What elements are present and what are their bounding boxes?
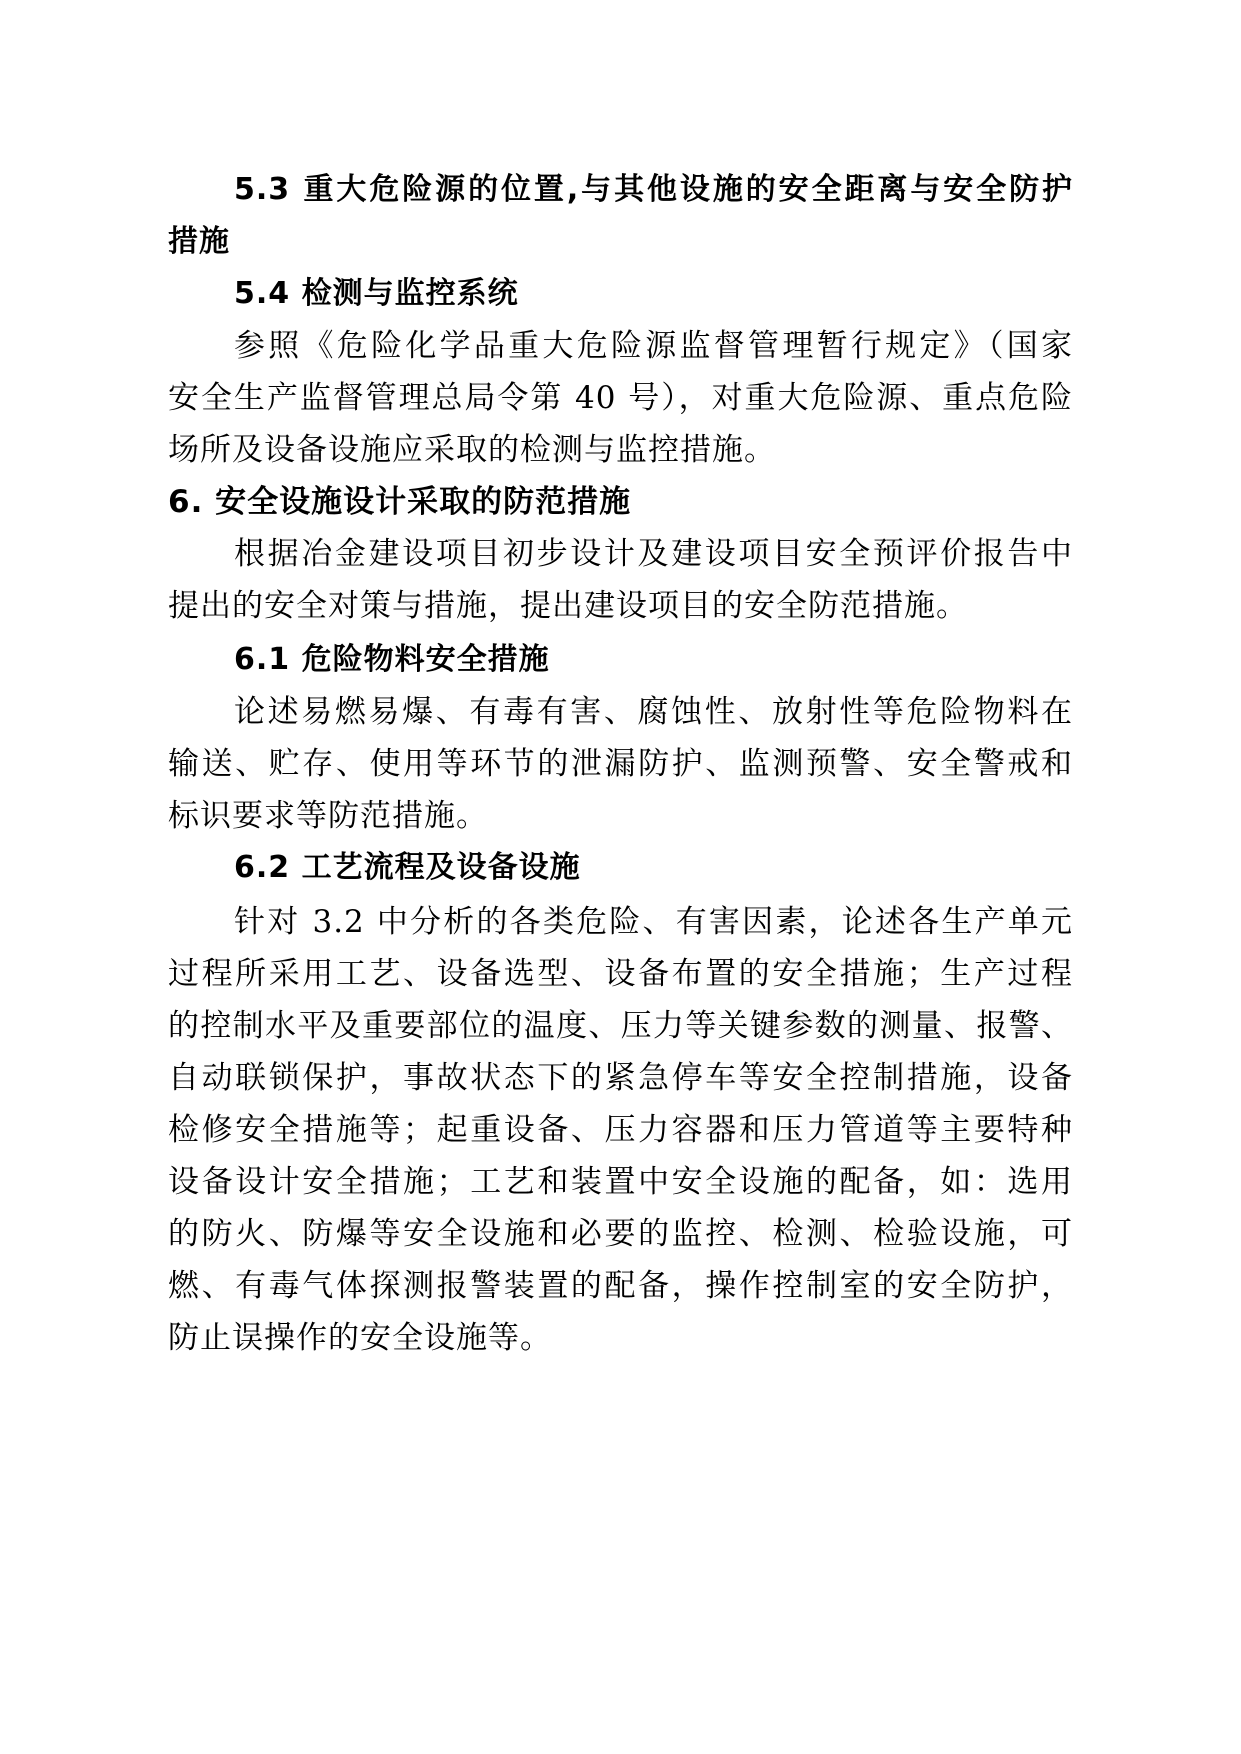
section-6-2-heading: 6.2 工艺流程及设备设施	[234, 850, 581, 885]
section-6-1-paragraph-line: 输送、贮存、使用等环节的泄漏防护、监测预警、安全警戒和	[168, 746, 1073, 782]
section-5-4-heading: 5.4 检测与监控系统	[234, 276, 519, 311]
section-5-3-heading-line-1: 5.3 重大危险源的位置,与其他设施的安全距离与安全防护	[234, 172, 1073, 207]
section-6-2-paragraph-line: 防止误操作的安全设施等。	[168, 1320, 552, 1356]
section-6-paragraph-line: 提出的安全对策与措施，提出建设项目的安全防范措施。	[168, 588, 968, 624]
section-6-2-paragraph-line: 针对 3.2 中分析的各类危险、有害因素，论述各生产单元	[234, 904, 1073, 940]
section-5-4-paragraph-line: 安全生产监督管理总局令第 40 号），对重大危险源、重点危险	[168, 380, 1073, 416]
section-6-1-heading: 6.1 危险物料安全措施	[234, 642, 550, 677]
section-6-1-paragraph-line: 论述易燃易爆、有毒有害、腐蚀性、放射性等危险物料在	[234, 694, 1073, 730]
section-5-4-paragraph-line: 场所及设备设施应采取的检测与监控措施。	[168, 432, 776, 468]
section-6-1-paragraph-line: 标识要求等防范措施。	[168, 798, 488, 834]
section-6-paragraph-line: 根据冶金建设项目初步设计及建设项目安全预评价报告中	[234, 536, 1073, 572]
section-6-2-paragraph-line: 自动联锁保护，事故状态下的紧急停车等安全控制措施，设备	[168, 1060, 1073, 1096]
section-5-4-paragraph-line: 参照《危险化学品重大危险源监督管理暂行规定》（国家	[234, 328, 1073, 364]
section-6-2-paragraph-line: 检修安全措施等；起重设备、压力容器和压力管道等主要特种	[168, 1112, 1073, 1148]
section-6-2-paragraph-line: 的控制水平及重要部位的温度、压力等关键参数的测量、报警、	[168, 1008, 1073, 1044]
section-6-2-paragraph-line: 过程所采用工艺、设备选型、设备布置的安全措施；生产过程	[168, 956, 1073, 992]
section-5-3-heading-line-2: 措施	[168, 224, 230, 259]
section-6-2-paragraph-line: 的防火、防爆等安全设施和必要的监控、检测、检验设施，可	[168, 1216, 1073, 1252]
section-6-2-paragraph-line: 燃、有毒气体探测报警装置的配备，操作控制室的安全防护，	[168, 1268, 1073, 1304]
section-6-2-paragraph-line: 设备设计安全措施；工艺和装置中安全设施的配备，如：选用	[168, 1164, 1073, 1200]
section-6-heading: 6. 安全设施设计采取的防范措施	[168, 484, 632, 520]
